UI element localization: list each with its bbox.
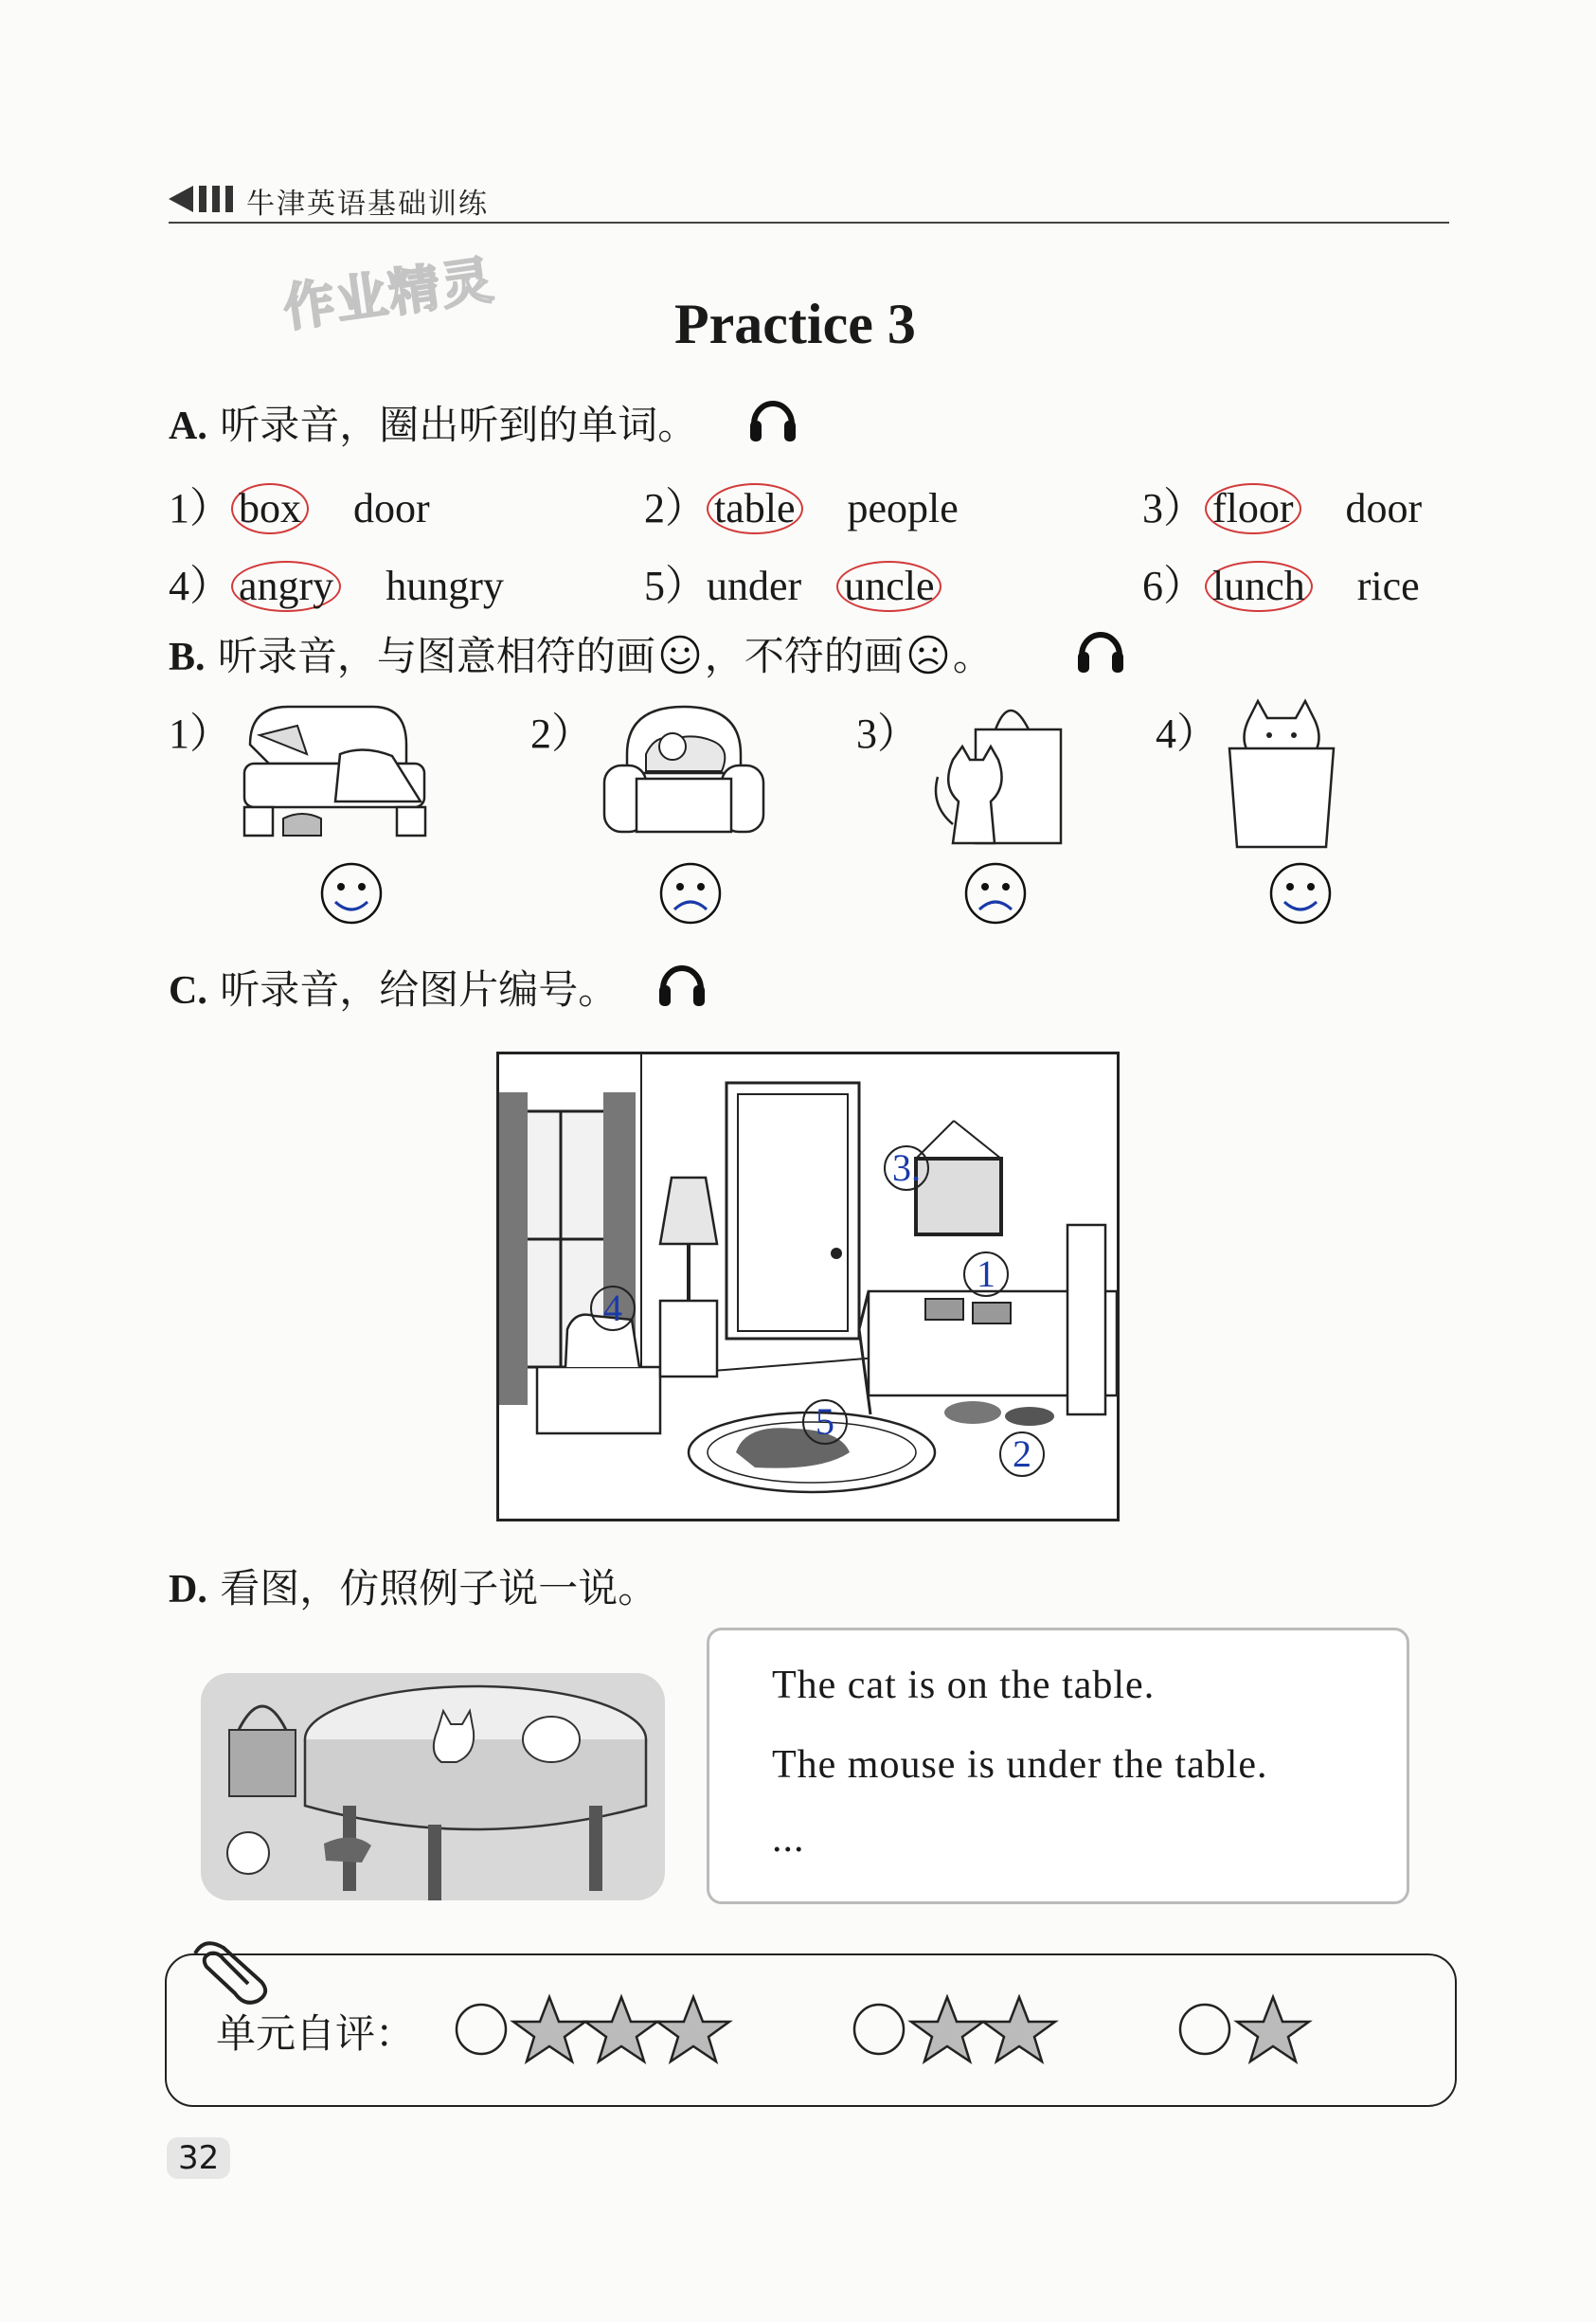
bedroom-picture bbox=[496, 1052, 1120, 1521]
b-item-2-number: 2） bbox=[530, 711, 593, 757]
item-number: 2） bbox=[644, 485, 707, 531]
b-item-4-number: 4） bbox=[1156, 711, 1218, 757]
smile-icon bbox=[659, 634, 701, 675]
two-star-rating[interactable] bbox=[852, 1993, 1070, 2069]
section-c-letter: C. bbox=[169, 969, 207, 1013]
example-sentences-box bbox=[707, 1628, 1409, 1904]
star-icon bbox=[657, 1997, 729, 2061]
circled-word: angry bbox=[231, 561, 341, 612]
section-c-instruction: 听录音，给图片编号。 bbox=[220, 966, 619, 1013]
section-b-instruction: 听录音，与图意相符的画 bbox=[217, 633, 655, 679]
page-title: Practice 3 bbox=[674, 293, 916, 355]
example-sentence-1: The cat is on the table. bbox=[772, 1664, 1156, 1707]
cat-on-table-picture bbox=[201, 1664, 665, 1910]
item-number: 1） bbox=[169, 485, 231, 531]
a-item-3 bbox=[1142, 474, 1422, 534]
label-4: 4 bbox=[590, 1286, 636, 1331]
section-d-instruction: 看图，仿照例子说一说。 bbox=[220, 1565, 658, 1611]
header-arrow-icon bbox=[169, 182, 244, 216]
frown-icon bbox=[907, 634, 949, 675]
rating-radio-icon[interactable] bbox=[1180, 2005, 1229, 2054]
label-3: 3. bbox=[884, 1145, 929, 1191]
section-b-instruction-end: 。 bbox=[952, 633, 993, 679]
a-item-2 bbox=[644, 474, 959, 534]
item-number: 3） bbox=[1142, 485, 1205, 531]
example-sentence-3: ... bbox=[772, 1817, 805, 1861]
star-icon bbox=[983, 1997, 1055, 2061]
section-b-letter: B. bbox=[169, 636, 206, 679]
headphones-icon bbox=[748, 392, 798, 445]
section-b-heading bbox=[169, 625, 993, 682]
frown-face-answer-icon bbox=[318, 860, 385, 927]
b-item-3-number: 3） bbox=[856, 711, 919, 757]
section-a-instruction: 听录音，圈出听到的单词。 bbox=[220, 402, 698, 448]
item-number: 6） bbox=[1142, 563, 1205, 609]
option-word: hungry bbox=[386, 563, 504, 609]
cat-beside-bag-picture bbox=[924, 692, 1067, 853]
header-bar bbox=[169, 182, 1447, 227]
star-icon bbox=[1237, 1997, 1309, 2061]
a-item-4 bbox=[169, 551, 504, 612]
section-d-heading bbox=[169, 1557, 657, 1614]
headphones-icon bbox=[657, 957, 707, 1010]
headphones-icon bbox=[1076, 623, 1125, 676]
label-5: 5 bbox=[802, 1399, 848, 1445]
section-d-letter: D. bbox=[169, 1568, 207, 1611]
rating-radio-icon[interactable] bbox=[854, 2005, 904, 2054]
smile-face-answer-icon bbox=[1267, 860, 1334, 927]
a-item-1 bbox=[169, 474, 430, 534]
label-1: 1 bbox=[963, 1251, 1009, 1297]
star-icon bbox=[513, 1997, 585, 2061]
option-word: door bbox=[353, 485, 430, 531]
page-number: 32 bbox=[167, 2137, 230, 2179]
section-a-heading bbox=[169, 394, 697, 451]
self-evaluation-box bbox=[165, 1953, 1457, 2107]
option-word: rice bbox=[1356, 563, 1420, 609]
circled-word: table bbox=[707, 483, 803, 534]
watermark-logo: 作业精灵 bbox=[279, 249, 498, 339]
option-word: people bbox=[847, 485, 959, 531]
one-star-rating[interactable] bbox=[1178, 1993, 1320, 2069]
example-sentence-2: The mouse is under the table. bbox=[772, 1743, 1268, 1787]
cat-in-bag-picture bbox=[1220, 692, 1343, 853]
option-word: under bbox=[707, 563, 802, 609]
book-title: 牛津英语基础训练 bbox=[246, 188, 489, 221]
circled-word: floor bbox=[1205, 483, 1301, 534]
label-2: 2 bbox=[999, 1431, 1045, 1477]
circled-word: lunch bbox=[1205, 561, 1313, 612]
circled-word: uncle bbox=[836, 561, 941, 612]
option-word: door bbox=[1345, 485, 1423, 531]
b-item-1-number: 1） bbox=[169, 711, 231, 757]
star-icon bbox=[911, 1997, 983, 2061]
header-rule bbox=[169, 222, 1449, 224]
cat-on-armchair-picture bbox=[599, 697, 769, 849]
item-number: 5） bbox=[644, 563, 707, 609]
frown-face-answer-icon bbox=[962, 860, 1029, 927]
a-item-6 bbox=[1142, 551, 1420, 612]
star-icon bbox=[585, 1997, 657, 2061]
item-number: 4） bbox=[169, 563, 231, 609]
smile-face-answer-icon bbox=[657, 860, 724, 927]
circled-word: box bbox=[231, 483, 309, 534]
a-item-5 bbox=[644, 551, 941, 612]
section-b-instruction-mid: ，不符的画 bbox=[704, 633, 904, 679]
section-c-heading bbox=[169, 959, 618, 1016]
self-evaluation-label: 单元自评： bbox=[216, 2010, 416, 2057]
rating-radio-icon[interactable] bbox=[457, 2005, 506, 2054]
section-a-letter: A. bbox=[169, 405, 207, 448]
three-star-rating[interactable] bbox=[455, 1993, 739, 2069]
cat-under-armchair-picture bbox=[231, 697, 439, 849]
